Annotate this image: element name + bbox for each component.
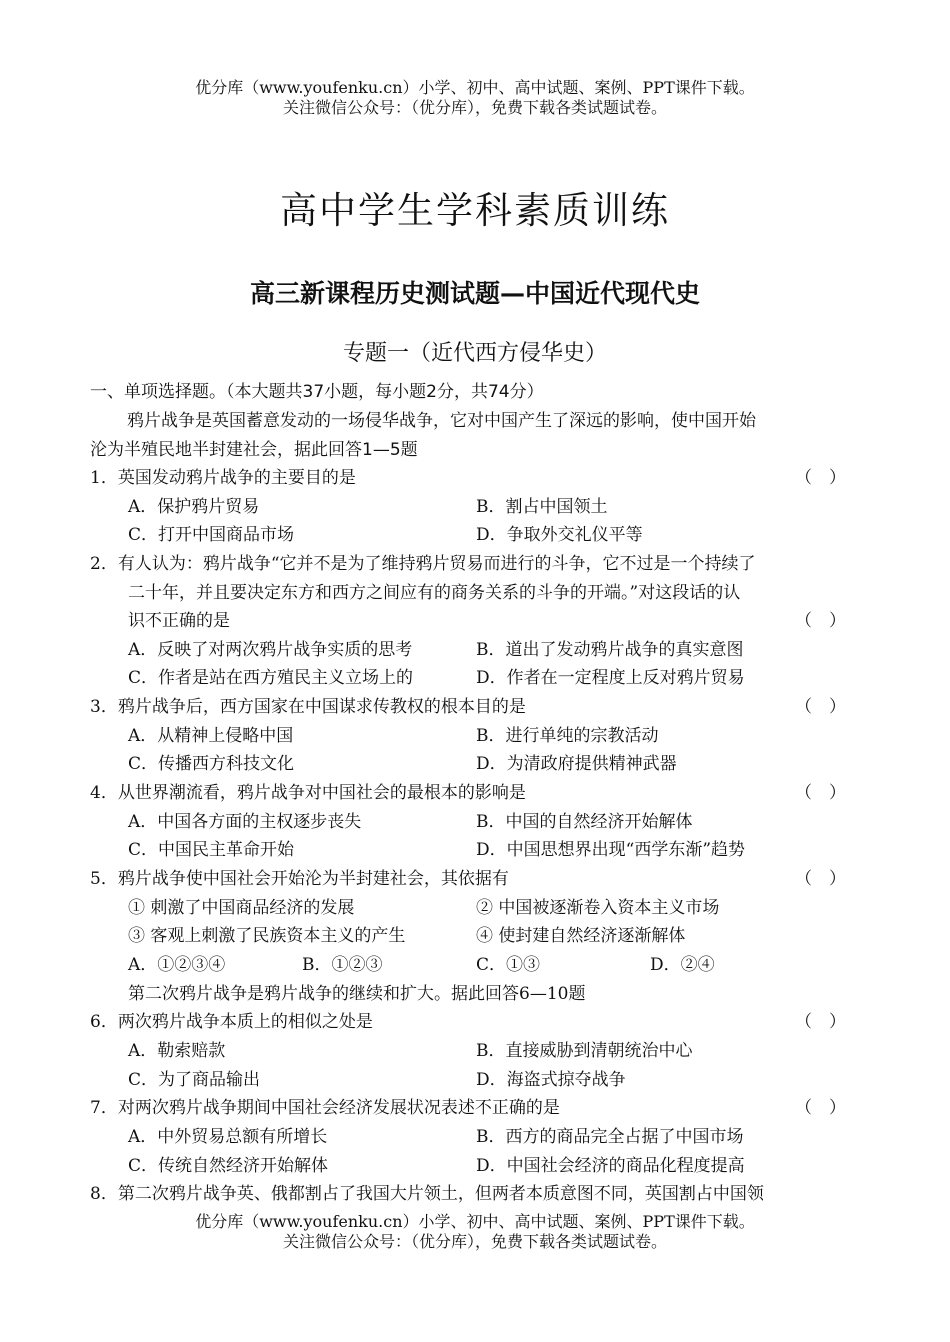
q3-stem: 3．鸦片战争后，西方国家在中国谋求传教权的根本目的是 [90,697,526,717]
q5-option-a: A．①②③④ [128,955,226,975]
q1-option-a: A．保护鸦片贸易 [128,497,260,517]
q8-stem: 8．第二次鸦片战争英、俄都割占了我国大片领土，但两者本质意图不同，英国割占中国领 [90,1184,764,1204]
q3-option-b: B．进行单纯的宗教活动 [476,726,659,746]
q3-option-c: C．传播西方科技文化 [128,754,295,774]
q4-option-d: D．中国思想界出现“西学东渐”趋势 [476,840,746,860]
q1-option-c: C．打开中国商品市场 [128,525,295,545]
q3-answer-bracket: （ ） [795,697,846,717]
q7-option-c: C．传统自然经济开始解体 [128,1156,329,1176]
q7-option-d: D．中国社会经济的商品化程度提高 [476,1156,745,1176]
q2-answer-bracket: （ ） [795,611,846,631]
q3-option-d: D．为清政府提供精神武器 [476,754,677,774]
q2-option-a: A．反映了对两次鸦片战争实质的思考 [128,640,413,660]
q1-stem: 1．英国发动鸦片战争的主要目的是 [90,468,356,488]
q7-answer-bracket: （ ） [795,1098,846,1118]
q2-stem-line-3: 识不正确的是 [128,611,230,631]
q2-option-c: C．作者是站在西方殖民主义立场上的 [128,668,414,688]
q4-option-b: B．中国的自然经济开始解体 [476,812,693,832]
q2-stem-line-1: 2．有人认为：鸦片战争“它并不是为了维持鸦片贸易而进行的斗争，它不过是一个持续了 [90,554,756,574]
q7-option-a: A．中外贸易总额有所增长 [128,1127,328,1147]
q5-answer-bracket: （ ） [795,869,846,889]
footer-line-2: 关注微信公众号：（优分库），免费下载各类试题试卷。 [282,1232,667,1251]
q6-answer-bracket: （ ） [795,1012,846,1032]
q7-stem: 7．对两次鸦片战争期间中国社会经济发展状况表述不正确的是 [90,1098,560,1118]
q5-statement-2: ② 中国被逐渐卷入资本主义市场 [476,898,720,918]
q7-option-b: B．西方的商品完全占据了中国市场 [476,1127,744,1147]
intro-1-line-2: 沦为半殖民地半封建社会，据此回答1—5题 [90,440,418,460]
section-heading: 一、单项选择题。（本大题共37小题，每小题2分，共74分） [90,382,544,402]
q1-option-d: D．争取外交礼仪平等 [476,525,643,545]
exam-subtitle: 高三新课程历史测试题—中国近代现代史 [249,279,700,308]
q3-option-a: A．从精神上侵略中国 [128,726,294,746]
q4-stem: 4．从世界潮流看，鸦片战争对中国社会的最根本的影响是 [90,783,526,803]
page-title: 高中学生学科素质训练 [280,189,670,232]
q5-statement-3: ③ 客观上刺激了民族资本主义的产生 [128,926,406,946]
q4-option-c: C．中国民主革命开始 [128,840,295,860]
q6-option-c: C．为了商品输出 [128,1070,261,1090]
q4-answer-bracket: （ ） [795,783,846,803]
q6-option-a: A．勒索赔款 [128,1041,226,1061]
topic-title: 专题一（近代西方侵华史） [342,341,607,366]
q5-option-b: B．①②③ [302,955,383,975]
header-line-2: 关注微信公众号：（优分库），免费下载各类试题试卷。 [282,98,667,117]
q5-statement-1: ① 刺激了中国商品经济的发展 [128,898,355,918]
q6-option-d: D．海盗式掠夺战争 [476,1070,626,1090]
q1-answer-bracket: （ ） [795,468,846,488]
q5-option-c: C．①③ [476,955,541,975]
q6-option-b: B．直接威胁到清朝统治中心 [476,1041,693,1061]
q1-option-b: B．割占中国领土 [476,497,608,517]
q2-stem-line-2: 二十年，并且要决定东方和西方之间应有的商务关系的斗争的开端。”对这段话的认 [128,583,741,603]
header-line-1: 优分库（www.youfenku.cn）小学、初中、高中试题、案例、PPT课件下载。 [195,78,755,97]
intro-2: 第二次鸦片战争是鸦片战争的继续和扩大。据此回答6—10题 [128,984,586,1004]
intro-1-line-1: 鸦片战争是英国蓄意发动的一场侵华战争，它对中国产生了深远的影响，使中国开始 [127,411,756,431]
q4-option-a: A．中国各方面的主权逐步丧失 [128,812,362,832]
q5-stem: 5．鸦片战争使中国社会开始沦为半封建社会，其依据有 [90,869,509,889]
q6-stem: 6．两次鸦片战争本质上的相似之处是 [90,1012,373,1032]
q5-option-d: D．②④ [650,955,715,975]
q5-statement-4: ④ 使封建自然经济逐渐解体 [476,926,686,946]
q2-option-d: D．作者在一定程度上反对鸦片贸易 [476,668,745,688]
q2-option-b: B．道出了发动鸦片战争的真实意图 [476,640,744,660]
footer-line-1: 优分库（www.youfenku.cn）小学、初中、高中试题、案例、PPT课件下载。 [195,1212,755,1231]
